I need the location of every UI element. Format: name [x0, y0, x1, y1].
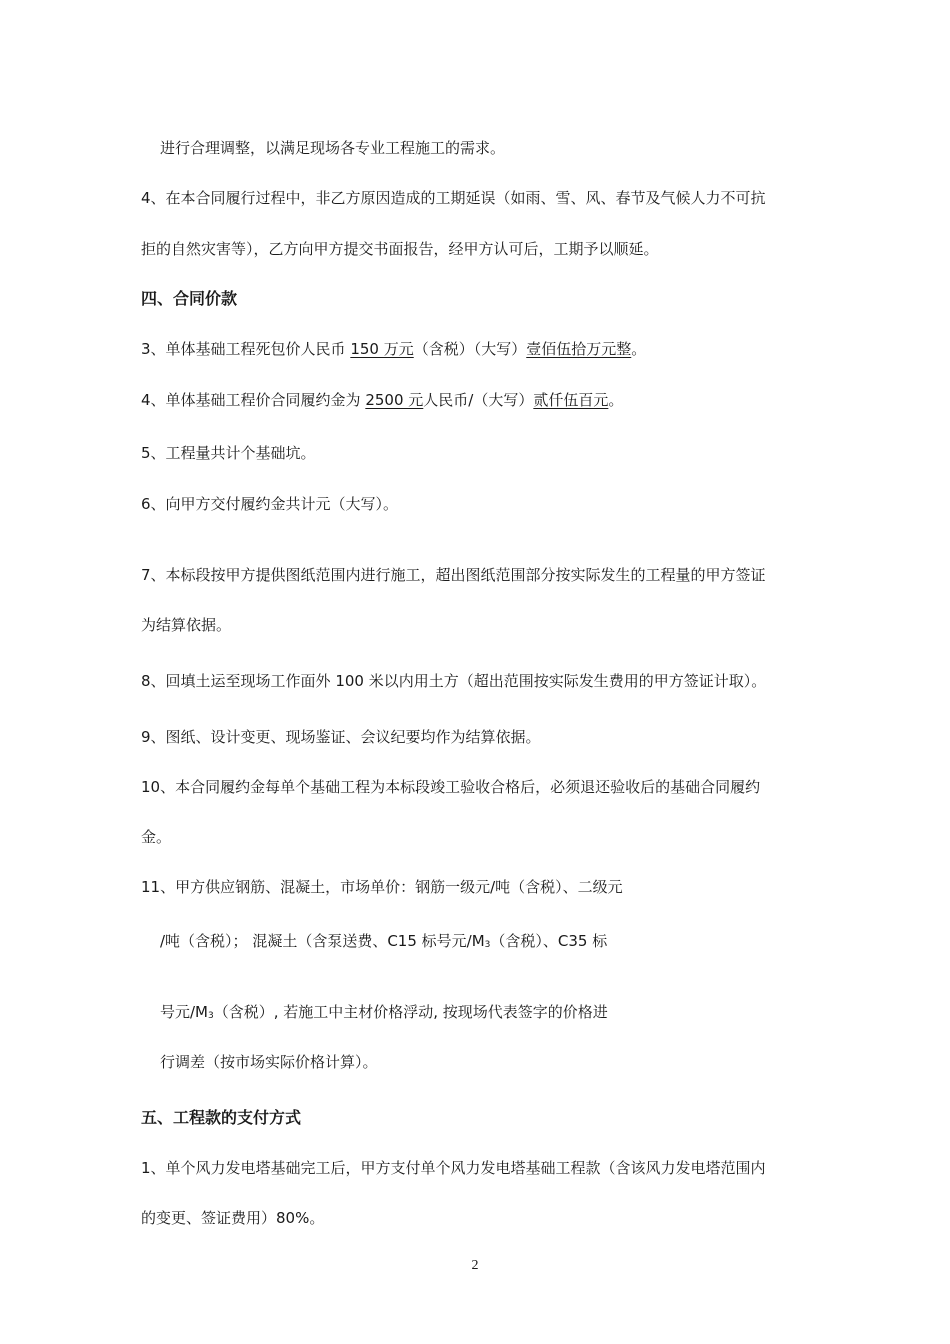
text-line: 11、甲方供应钢筋、混凝土，市场单价：钢筋一级元/吨（含税）、二级元 — [141, 878, 623, 896]
text-run: 人民币/（大写） — [423, 391, 534, 409]
text-run: 3、单体基础工程死包价人民币 — [141, 340, 351, 358]
text-line: 6、向甲方交付履约金共计元（大写）。 — [141, 495, 399, 513]
text-run: 号元/M — [160, 1003, 208, 1021]
page-number: 2 — [471, 1258, 479, 1273]
text-line: 8、回填土运至现场工作面外 100 米以内用土方（超出范围按实际发生费用的甲方签证计取）。 — [141, 672, 767, 690]
text-line: 进行合理调整，以满足现场各专业工程施工的需求。 — [160, 139, 506, 157]
text-line: 拒的自然灾害等），乙方向甲方提交书面报告，经甲方认可后，工期予以顺延。 — [141, 240, 659, 258]
subscript: 3 — [484, 940, 491, 950]
text-line — [160, 1001, 608, 1027]
bond-amount-words: 贰仟伍百元 — [533, 391, 609, 409]
text-run: /吨（含税）； 混凝土（含泵送费、C15 标号元/M — [160, 932, 485, 950]
text-line — [160, 930, 607, 956]
text-line: 行调差（按市场实际价格计算）。 — [160, 1053, 378, 1071]
text-run: （含税）（大写） — [413, 340, 527, 358]
subscript: 3 — [208, 1011, 214, 1021]
performance-bond-line — [141, 389, 623, 411]
price-amount: 150 万元 — [350, 340, 414, 358]
text-line: 7、本标段按甲方提供图纸范围内进行施工，超出图纸范围部分按实际发生的工程量的甲方签证 — [141, 566, 766, 584]
text-line: 4、在本合同履行过程中，非乙方原因造成的工期延误（如雨、雪、风、春节及气候人力不可抗 — [141, 189, 766, 207]
text-line: 的变更、签证费用）80%。 — [141, 1209, 325, 1227]
bond-amount: 2500 元 — [365, 391, 424, 409]
text-line: 1、单个风力发电塔基础完工后，甲方支付单个风力发电塔基础工程款（含该风力发电塔范围内 — [141, 1159, 766, 1177]
section-heading-5: 五、工程款的支付方式 — [141, 1108, 302, 1127]
text-run: （含税）、C35 标 — [490, 932, 608, 950]
section-heading-4: 四、合同价款 — [141, 289, 238, 308]
contract-price-line — [141, 338, 646, 360]
text-line: 10、本合同履约金每单个基础工程为本标段竣工验收合格后，必须退还验收后的基础合同履约 — [141, 778, 761, 796]
price-amount-words: 壹佰伍拾万元整 — [526, 340, 632, 358]
text-run: 。 — [608, 391, 624, 409]
text-run: 。 — [631, 340, 647, 358]
text-line: 为结算依据。 — [141, 616, 232, 634]
text-run: 4、单体基础工程价合同履约金为 — [141, 391, 366, 409]
text-line: 5、工程量共计个基础坑。 — [141, 444, 316, 462]
text-run: （含税）, 若施工中主材价格浮动, 按现场代表签字的价格进 — [213, 1003, 608, 1021]
text-line: 金。 — [141, 828, 172, 846]
text-line: 9、图纸、设计变更、现场鉴证、会议纪要均作为结算依据。 — [141, 728, 541, 746]
